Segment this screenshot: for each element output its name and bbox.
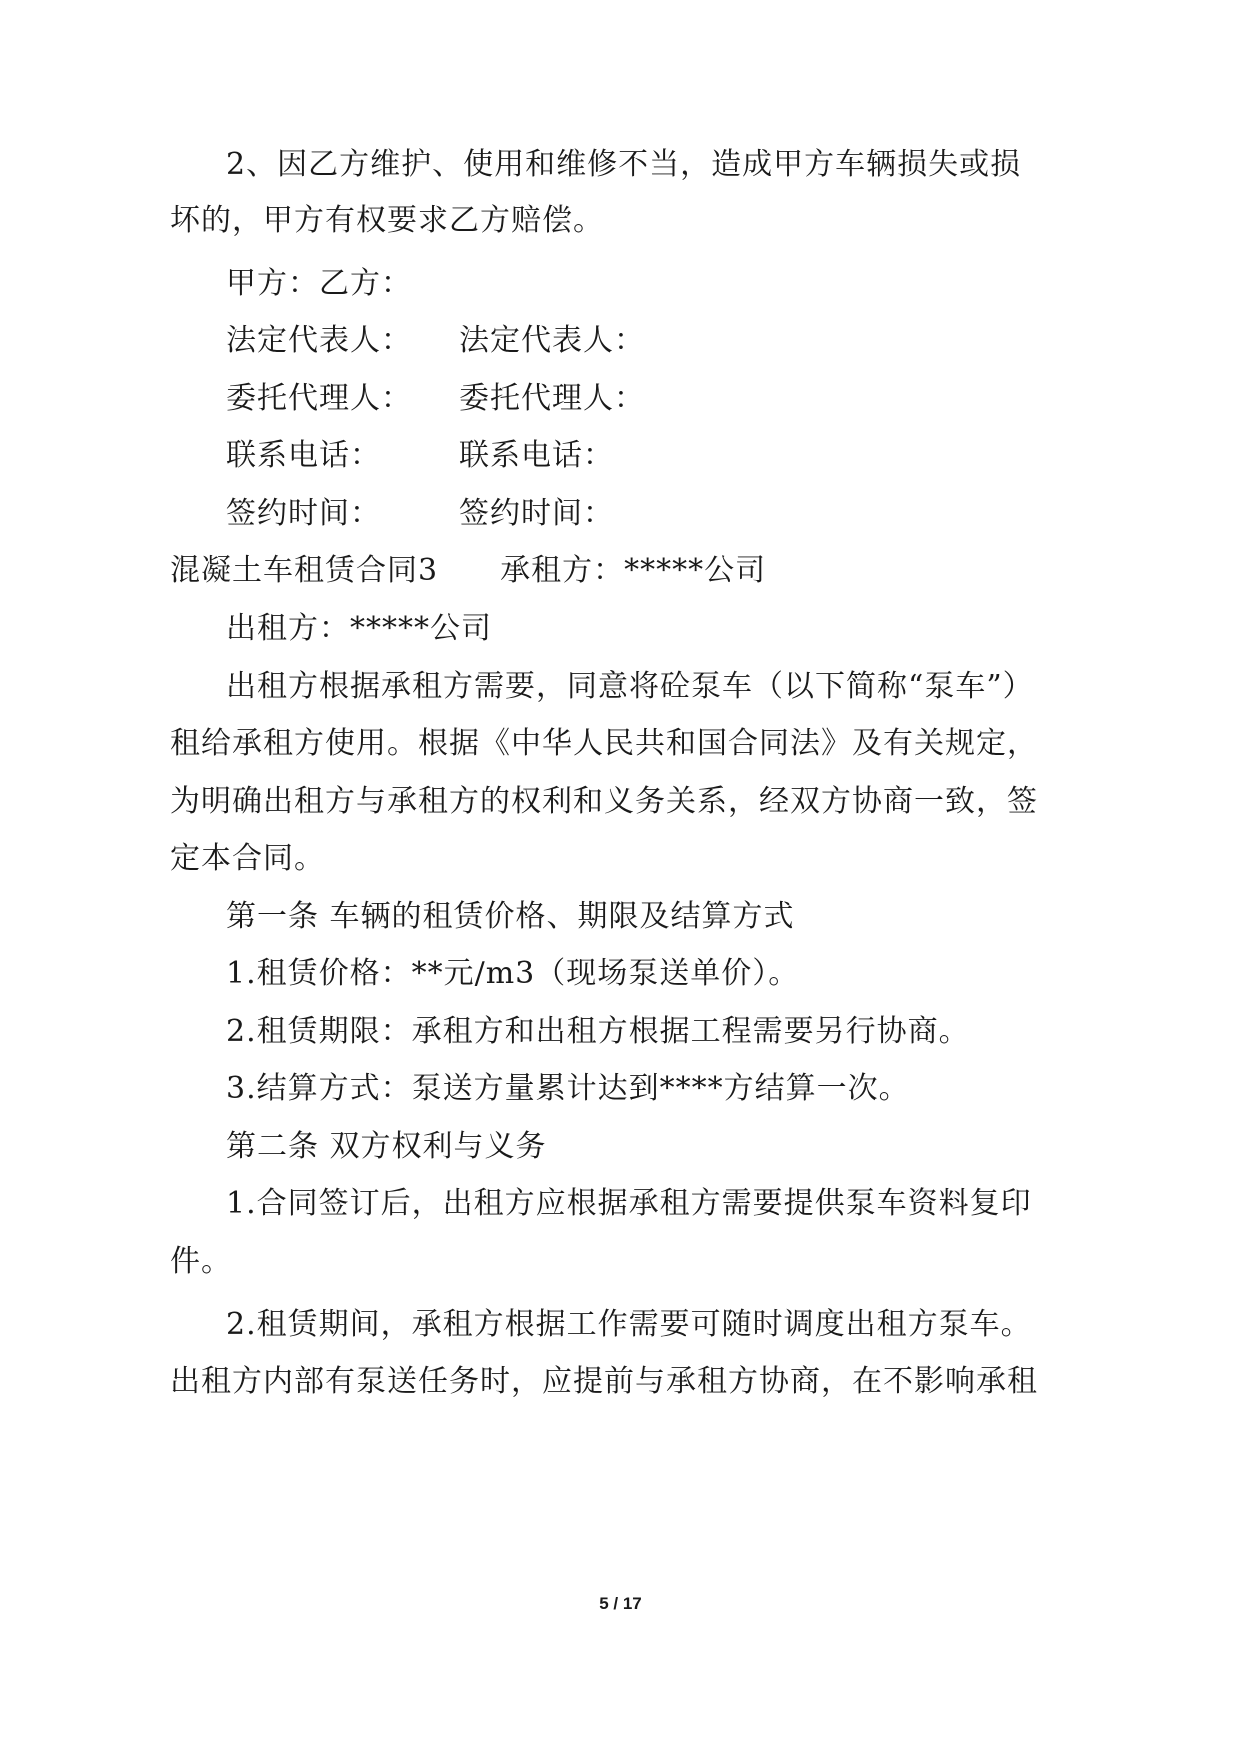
signature-agent-line: 委托代理人： 委托代理人： [226,381,645,416]
lessor-line: 出租方：*****公司 [226,611,492,646]
contract-heading-line: 混凝土车租赁合同3 承租方：*****公司 [170,553,767,588]
paragraph-line: 定本合同。 [170,841,325,876]
signature-date-line: 签约时间： 签约时间： [226,496,614,531]
clause-line: 件。 [170,1244,232,1279]
paragraph-line: 坏的，甲方有权要求乙方赔偿。 [170,203,604,238]
clause-line: 1.合同签订后，出租方应根据承租方需要提供泵车资料复印 [226,1186,1032,1221]
clause-line: 出租方内部有泵送任务时，应提前与承租方协商，在不影响承租 [170,1364,1038,1399]
signature-representative-line: 法定代表人： 法定代表人： [226,323,645,358]
article-heading: 第一条 车辆的租赁价格、期限及结算方式 [226,899,795,934]
signature-phone-line: 联系电话： 联系电话： [226,438,614,473]
page-number: 5 / 17 [599,1594,642,1613]
article-heading: 第二条 双方权利与义务 [226,1129,547,1164]
clause-line: 1.租赁价格：**元/m3（现场泵送单价）。 [226,956,800,991]
paragraph-line: 2、因乙方维护、使用和维修不当，造成甲方车辆损失或损 [226,147,1022,182]
paragraph-line: 为明确出租方与承租方的权利和义务关系，经双方协商一致，签 [170,784,1038,819]
clause-line: 2.租赁期间，承租方根据工作需要可随时调度出租方泵车。 [226,1307,1032,1342]
paragraph-line: 出租方根据承租方需要，同意将砼泵车（以下简称“泵车”） [226,669,1034,704]
signature-parties-line: 甲方：乙方： [226,266,412,301]
paragraph-line: 租给承租方使用。根据《中华人民共和国合同法》及有关规定， [170,726,1038,761]
clause-line: 3.结算方式：泵送方量累计达到****方结算一次。 [226,1071,910,1106]
clause-line: 2.租赁期限：承租方和出租方根据工程需要另行协商。 [226,1014,970,1049]
